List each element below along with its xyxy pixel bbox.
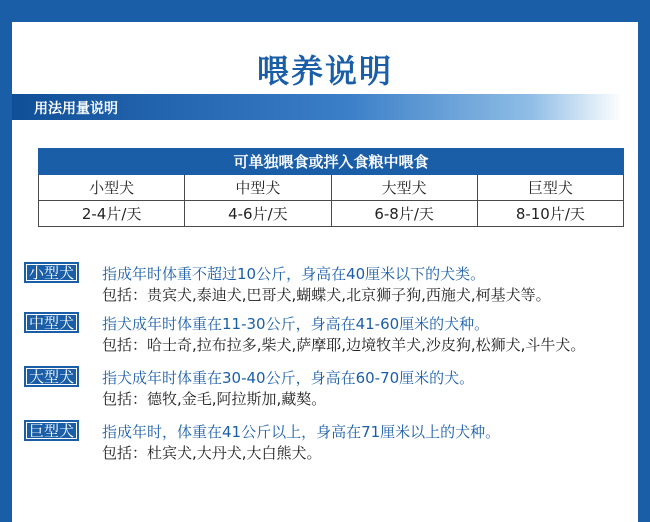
section-header <box>12 94 622 120</box>
size-tag: 小型犬 <box>24 262 79 283</box>
size-cell: 巨型犬 <box>477 175 623 201</box>
size-cell: 小型犬 <box>39 175 185 201</box>
size-tag: 大型犬 <box>24 366 79 387</box>
size-description: 指犬成年时体重在11-30公斤，身高在41-60厘米的犬种。 <box>102 315 490 333</box>
page-title: 喂养说明 <box>256 52 393 90</box>
content-panel <box>12 22 638 522</box>
table-header: 可单独喂食或拌入食粮中喂食 <box>39 149 624 175</box>
table-row <box>39 175 624 201</box>
dose-cell: 2-4片/天 <box>39 201 185 227</box>
dose-cell: 4-6片/天 <box>185 201 331 227</box>
breed-list: 包括：杜宾犬,大丹犬,大白熊犬。 <box>102 444 322 462</box>
size-cell: 大型犬 <box>331 175 477 201</box>
section-title: 用法用量说明 <box>34 101 118 117</box>
size-cell: 中型犬 <box>185 175 331 201</box>
breed-list: 包括：贵宾犬,泰迪犬,巴哥犬,蝴蝶犬,北京狮子狗,西施犬,柯基犬等。 <box>102 286 551 304</box>
dose-cell: 6-8片/天 <box>331 201 477 227</box>
breed-list: 包括：德牧,金毛,阿拉斯加,藏獒。 <box>102 390 327 408</box>
dosage-table <box>38 148 624 227</box>
size-description: 指犬成年时体重在30-40公斤，身高在60-70厘米的犬。 <box>102 369 475 387</box>
size-tag: 巨型犬 <box>24 420 79 441</box>
dose-cell: 8-10片/天 <box>477 201 623 227</box>
size-description: 指成年时，体重在41公斤以上，身高在71厘米以上的犬种。 <box>102 423 501 441</box>
size-tag: 中型犬 <box>24 312 79 333</box>
size-description: 指成年时体重不超过10公斤，身高在40厘米以下的犬类。 <box>102 265 486 283</box>
table-row <box>39 201 624 227</box>
breed-list: 包括：哈士奇,拉布拉多,柴犬,萨摩耶,边境牧羊犬,沙皮狗,松狮犬,斗牛犬。 <box>102 336 586 354</box>
